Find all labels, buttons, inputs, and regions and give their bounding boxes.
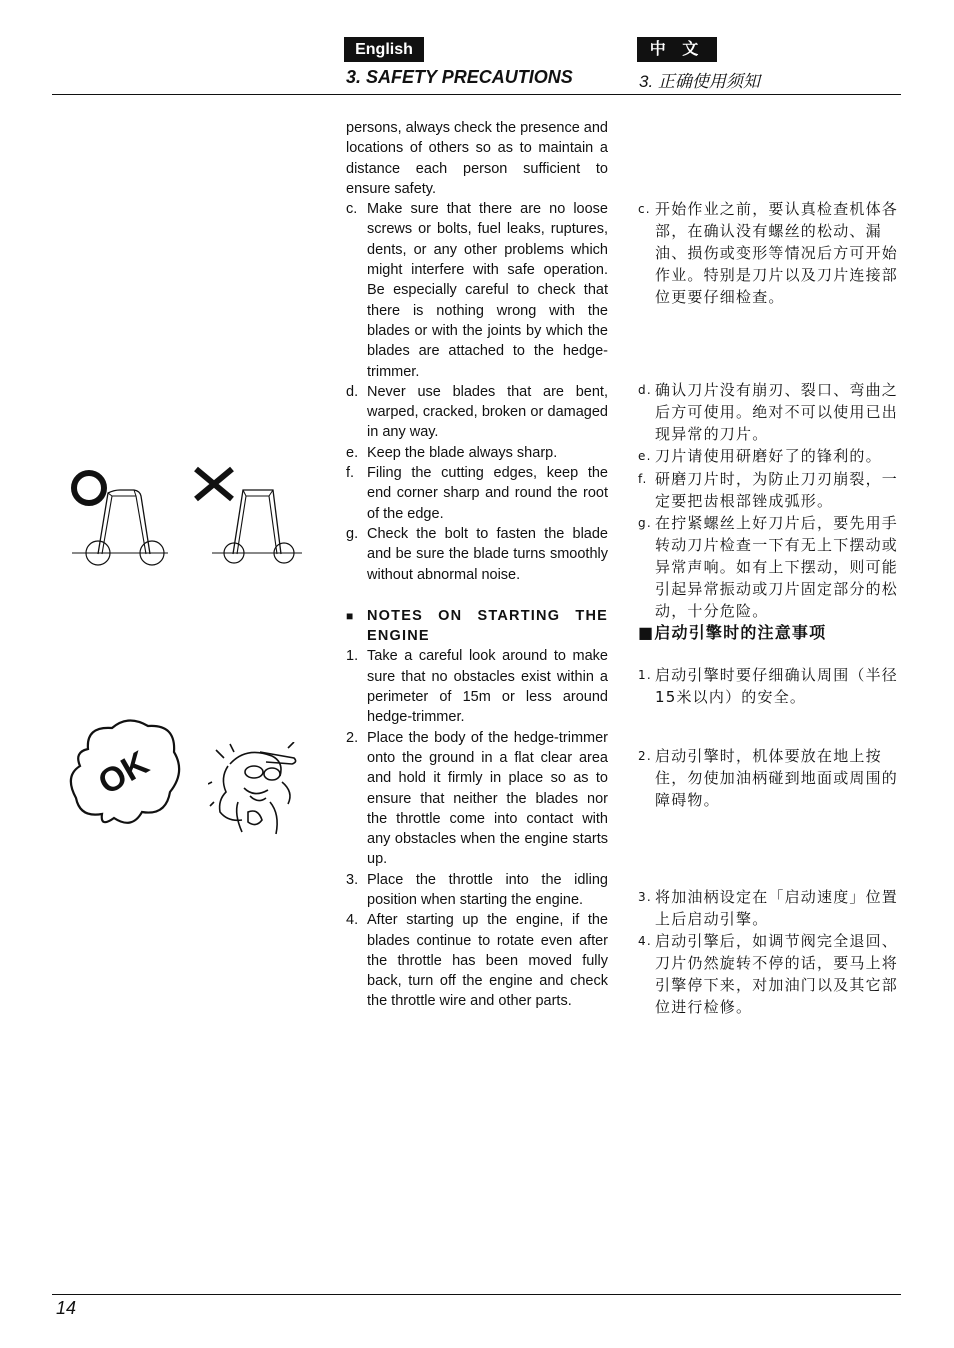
list-item: 3. Place the throttle into the idling position when starting the engine. [346,871,608,908]
list-item: e. Keep the blade always sharp. [346,444,558,461]
page-number: 14 [56,1298,77,1318]
notes-heading: ■ NOTES ON STARTING THE ENGINE [346,606,608,647]
list-item: 4. 启动引擎后，如调节阀完全退回、刀片仍然旋转不停的话，要马上将引擎停下来，对加油门以及其它部位进行检修。 [638,932,899,1016]
list-item: f. Filing the cutting edges, keep the end corner sharp and round the root of the edge. [346,465,608,522]
notes-heading: ■启动引擎时的注意事项 [638,623,827,642]
list-item: 1. 启动引擎时要仔细确认周围（半径15米以内）的安全。 [638,666,899,706]
list-item: g. Check the bolt to fasten the blade and be sure the blade turns smoothly without abnormal noise. [346,525,608,583]
list-item: d. Never use blades that are bent, warped, cracked, broken or damaged in any way. [346,383,608,441]
list-item: d. 确认刀片没有崩刃、裂口、弯曲之后方可使用。绝对不可以使用已出现异常的刀片。 [638,381,899,443]
chinese-column [638,0,900,1100]
ok-bubble-figure [66,714,186,834]
operator-looking-figure [208,742,304,838]
ok-text: OK [91,743,156,803]
section-title-english: 3. SAFETY PRECAUTIONS [346,67,573,87]
correct-circle-icon [74,473,104,503]
square-bullet-icon: ■ [346,608,355,623]
section-title-chinese: 3. 正确使用须知 [639,72,760,91]
list-item: 3. 将加油柄设定在「启动速度」位置上后启动引擎。 [638,888,899,928]
footer-divider [52,1294,901,1295]
list-item: 1. Take a careful look around to make sure that no obstacles exist within a perimeter of 15m or less around hedge-trimmer. [346,648,608,726]
list-item: e. 刀片请使用研磨好了的锋利的。 [638,447,882,465]
incorrect-cross-icon [196,469,232,499]
list-item: 2. Place the body of the hedge-trimmer onto the ground in a flat clear area and hold it firmly in place so as to ensure that neither the blades nor the throttle come into contact with any obstacles when the engine starts up. [346,729,608,868]
list-item: 4. After starting up the engine, if the blades continue to rotate even after the throttle has been moved fully back, turn off the engine and check the throttle wire and other parts. [346,912,608,1010]
operator-icon [208,742,296,834]
list-item: c. Make sure that there are no loose screws or bolts, fuel leaks, ruptures, dents, or any other problems which might interfere with safe operation. Be especially careful to check that there is nothing wrong with the blades or with the joints by which the blades are attached to the hedge-trimmer. [346,201,608,380]
language-tab-chinese: 中 文 [637,37,717,62]
language-tab-english: English [344,37,424,62]
list-item: 2. 启动引擎时，机体要放在地上按住，勿使加油柄碰到地面或周围的障碍物。 [638,747,899,809]
list-item: c. 开始作业之前，要认真检查机体各部，在确认没有螺丝的松动、漏油、损伤或变形等情况后方可开始作业。特别是刀片以及刀片连接部位更要仔细检查。 [638,200,899,306]
list-item: g. 在拧紧螺丝上好刀片后，要先用手转动刀片检查一下有无上下摆动或异常声响。如有上下摆动，则可能引起异常振动或刀片固定部分的松动，十分危险。 [638,514,899,620]
list-item: f. 研磨刀片时，为防止刀刃崩裂，一定要把齿根部锉成弧形。 [638,470,899,510]
blade-edge-figure [62,460,312,572]
intro-paragraph: persons, always check the presence and locations of others so as to maintain a distance each person sufficient to ensure safety. [346,120,608,197]
english-column [346,118,608,1012]
